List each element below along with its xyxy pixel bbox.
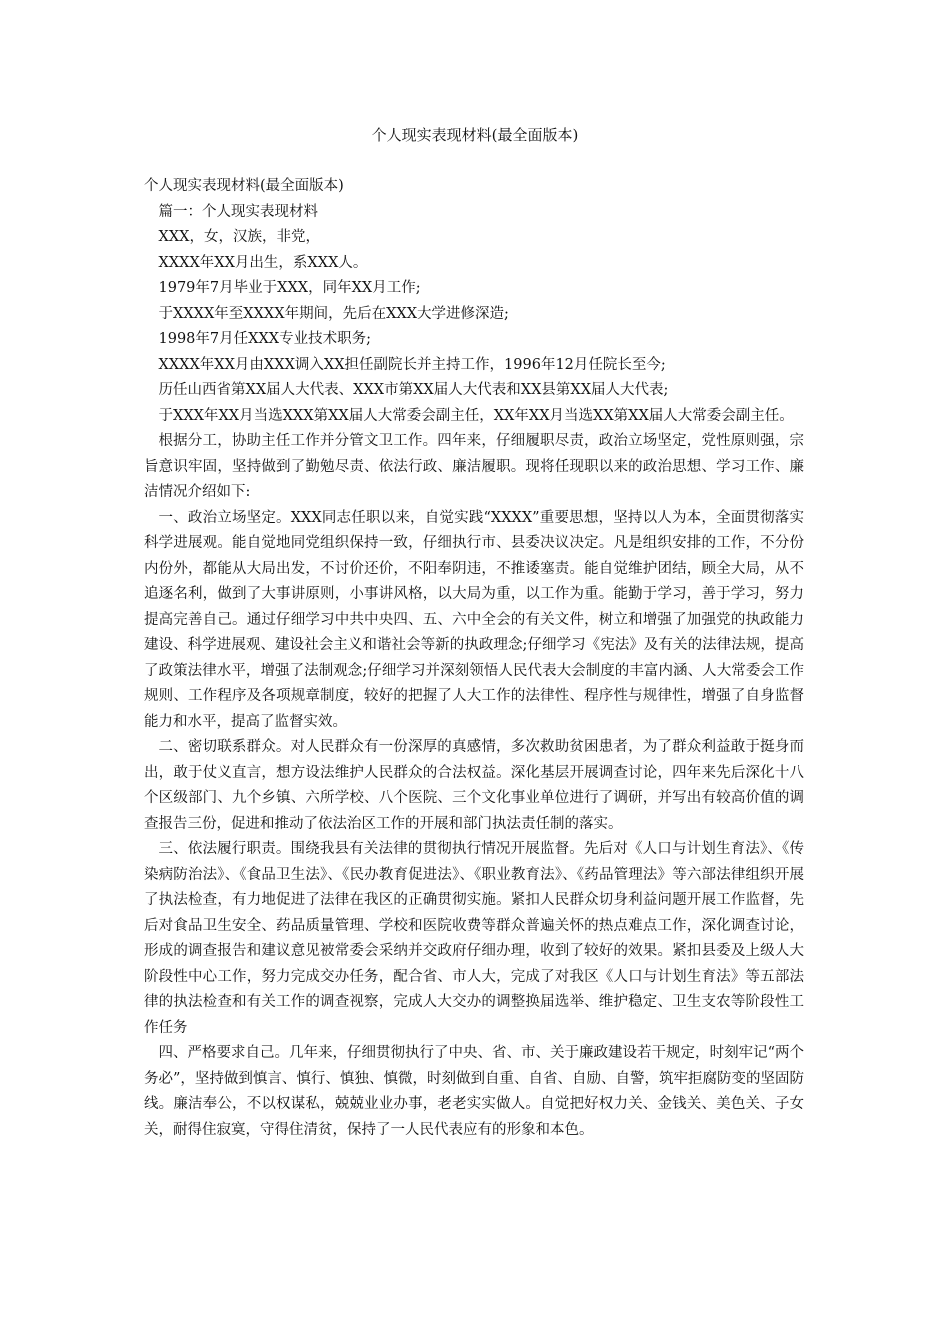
document-subtitle: 个人现实表现材料(最全面版本) <box>144 178 344 194</box>
paragraph: 三、依法履行职责。围绕我县有关法律的贯彻执行情况开展监督。先后对《人口与计划生育法》、《传染病防治法》、《食品卫生法》、《民办教育促进法》、《职业教育法》、《药品管理法》等六部法律组织开展了执法检查，有力地促进了法律在我区的正确贯彻实施。紧扣人民群众切身利益问题开展工作监督，先后对食品卫生安全、药品质量管理、学校和医院收费等群众普遍关怀的热点难点工作，深化调查讨论，形成的调查报告和建议意见被常委会采纳并交政府仔细办理，收到了较好的效果。紧扣县委及上级人大阶段性中心工作，努力完成交办任务，配合省、市人大，完成了对我区《人口与计划生育法》等五部法律的执法检查和有关工作的调查视察，完成人大交办的调整换届选举、维护稳定、卫生支农等阶段性工作任务 <box>144 841 804 1036</box>
text-line: XXXX年XX月由XXX调入XX担任副院长并主持工作，1996年12月任院长至今; <box>158 356 666 373</box>
paragraph: 四、严格要求自己。几年来，仔细贯彻执行了中央、省、市、关于廉政建设若干规定，时刻牢记“两个务必”，坚持做到慎言、慎行、慎独、慎微，时刻做到自重、自省、自励、自警，筑牢拒腐防变的坚固防线。廉洁奉公，不以权谋私，兢兢业业办事，老老实实做人。自觉把好权力关、金钱关、美色关、子女关，耐得住寂寞，守得住清贫，保持了一人民代表应有的形象和本色。 <box>144 1045 804 1138</box>
text-line: 1979年7月毕业于XXX，同年XX月工作; <box>158 280 421 296</box>
paragraph: 一、政治立场坚定。XXX同志任职以来，自觉实践“XXXX”重要思想，坚持以人为本，全面贯彻落实科学进展观。能自觉地同党组织保持一致，仔细执行市、县委决议决定。凡是组织安排的工作，不分份内份外，都能从大局出发，不讨价还价，不阳奉阴违，不推诿塞责。能自觉维护团结，顾全大局，从不追逐名利，做到了大事讲原则，小事讲风格，以大局为重，以工作为重。能勤于学习，善于学习，努力提高完善自己。通过仔细学习中共中央四、五、六中全会的有关文件，树立和增强了加强党的执政能力建设、科学进展观、建设社会主义和谐社会等新的执政理念;仔细学习《宪法》及有关的法律法规，提高了政策法律水平，增强了法制观念;仔细学习并深刻领悟人民代表大会制度的丰富内涵、人大常委会工作规则、工作程序及各项规章制度，较好的把握了人大工作的法律性、程序性与规律性，增强了自身监督能力和水平，提高了监督实效。 <box>144 509 804 730</box>
paragraph: 根据分工，协助主任工作并分管文卫工作。四年来，仔细履职尽责，政治立场坚定，党性原则强，宗旨意识牢固，坚持做到了勤勉尽责、依法行政、廉洁履职。现将任现职以来的政治思想、学习工作、廉洁情况介绍如下: <box>144 433 804 500</box>
paragraph: 于XXX年XX月当选XXX第XX届人大常委会副主任，XX年XX月当选XX第XX届人大常委会副主任。 <box>158 407 794 424</box>
text-line: 1998年7月任XXX专业技术职务; <box>158 331 371 347</box>
text-line: 历任山西省第XX届人大代表、XXX市第XX届人大代表和XX县第XX届人大代表; <box>158 382 669 398</box>
paragraph: 二、密切联系群众。对人民群众有一份深厚的真感情，多次救助贫困患者，为了群众利益敢于挺身而出，敢于仗义直言，想方设法维护人民群众的合法权益。深化基层开展调查讨论，四年来先后深化十八个区级部门、九个乡镇、六所学校、八个医院、三个文化事业单位进行了调研，并写出有较高价值的调查报告三份，促进和推动了依法治区工作的开展和部门执法责任制的落实。 <box>144 739 804 832</box>
text-line: 于XXXX年至XXXX年期间，先后在XXX大学进修深造; <box>158 305 509 322</box>
text-line: XXXX年XX月出生，系XXX人。 <box>158 254 368 271</box>
document-title: 个人现实表现材料(最全面版本) <box>371 126 579 144</box>
document-body <box>144 174 804 1143</box>
text-line: XXX，女，汉族，非党， <box>158 229 320 245</box>
section-heading: 篇一：个人现实表现材料 <box>158 203 318 220</box>
